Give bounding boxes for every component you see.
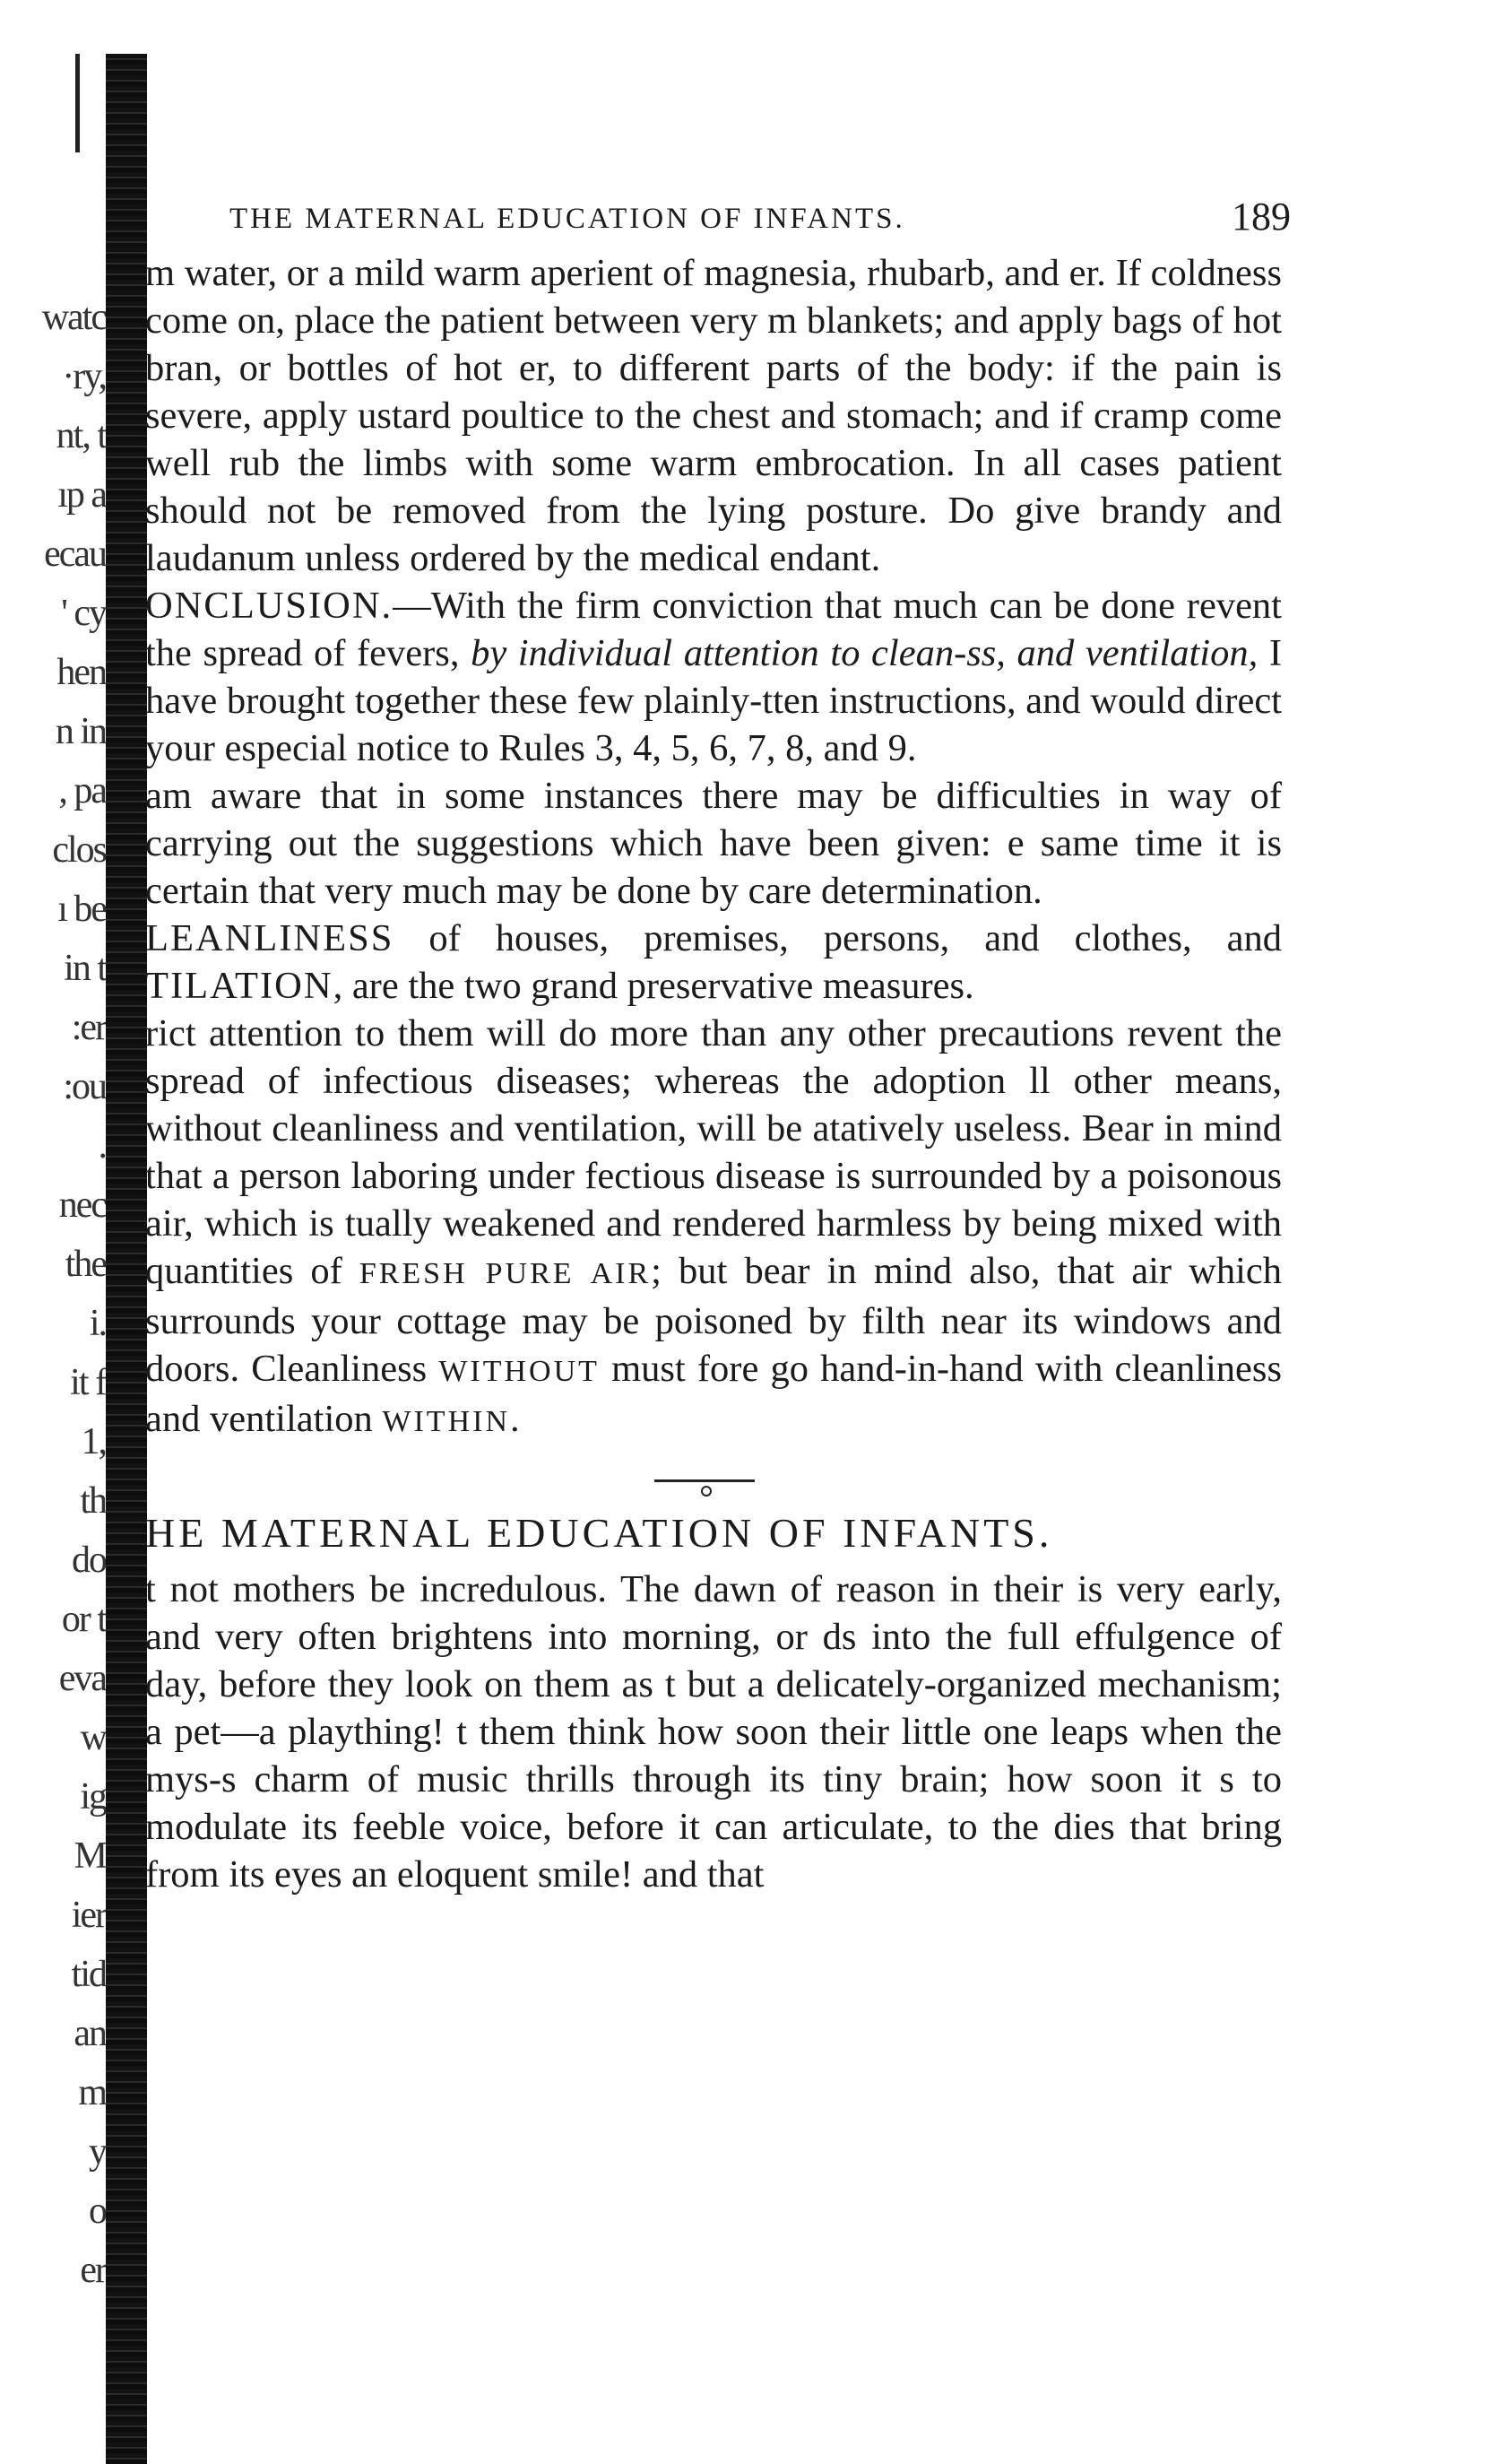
- margin-fragment: nec: [58, 1184, 106, 1226]
- margin-fragment: an: [74, 2013, 106, 2054]
- section-divider-dot: [701, 1486, 712, 1497]
- margin-fragment: ıp a: [57, 474, 106, 516]
- margin-fragment: tid: [71, 1954, 106, 1995]
- margin-fragment: i.: [89, 1303, 106, 1344]
- body-text: [145, 249, 1282, 1898]
- paragraph-cleanliness: [145, 915, 1282, 1010]
- page-number: 189: [1232, 195, 1291, 239]
- margin-fragment: w: [80, 1717, 106, 1758]
- margin-fragment: hen: [56, 652, 106, 693]
- facing-page-fragments: [0, 296, 106, 2376]
- page-content: [145, 187, 1291, 1898]
- attention-text-d: .: [510, 1398, 520, 1440]
- ventilation-caps: TILATION: [145, 965, 333, 1007]
- margin-fragment: er: [80, 2250, 106, 2291]
- margin-fragment: y: [89, 2131, 106, 2173]
- margin-fragment: ig: [80, 1776, 106, 1818]
- conclusion-lead: ONCLUSION.: [145, 585, 394, 627]
- paragraph-conclusion: [145, 582, 1282, 772]
- cleanliness-lead: LEANLINESS: [145, 917, 394, 959]
- margin-fragment: or t: [61, 1599, 106, 1640]
- margin-fragment: 1,: [81, 1421, 106, 1462]
- cleanliness-text-b: , are the two grand preservative measures.: [333, 965, 974, 1007]
- margin-fragment: .: [98, 1125, 106, 1167]
- margin-fragment: ' cy: [61, 593, 106, 634]
- section-heading: HE MATERNAL EDUCATION OF INFANTS.: [145, 1510, 1053, 1556]
- margin-fragment: eva: [58, 1658, 106, 1699]
- margin-fragment: ecau: [44, 534, 106, 575]
- running-title: THE MATERNAL EDUCATION OF INFANTS.: [229, 203, 905, 235]
- margin-fragment: n in: [55, 711, 106, 752]
- margin-fragment: M: [74, 1835, 106, 1877]
- margin-fragment: in t: [64, 948, 106, 989]
- margin-fragment: clos: [52, 829, 106, 871]
- margin-fragment: the: [65, 1244, 106, 1285]
- margin-fragment: th: [80, 1480, 106, 1522]
- margin-fragment: :ou: [63, 1066, 106, 1107]
- paragraph-attention: [145, 1010, 1282, 1445]
- without-caps: WITHOUT: [438, 1355, 600, 1388]
- conclusion-text-b: I have brought together these few plainly-tten instructions, and would direct your especial notice to Rules 3, 4, 5, 6, 7, 8, and 9.: [145, 632, 1282, 769]
- paragraph-difficulties: am aware that in some instances there may be difficulties in way of carrying out the suggestions which have been given: e same time it is certain that very much may be done by care determination.: [145, 775, 1282, 912]
- binding-edge-line: [75, 54, 80, 152]
- paragraph-maternal: t not mothers be incredulous. The dawn of reason in their is very early, and very often brightens into morning, or ds into the full effulgence of day, before they look on them as t but a delicately-organized mechanism; a pet—a plaything! t them think how soon their little one leaps when the mys-s charm of music thrills through its tiny brain; how soon it s to modulate its feeble voice, before it can articulate, to the dies that bring from its eyes an eloquent smile! and that: [145, 1568, 1282, 1896]
- cleanliness-text-a: of houses, premises, persons, and clothes, and: [394, 917, 1282, 959]
- binding-gutter-shadow: [106, 54, 147, 2464]
- attention-text-a: rict attention to them will do more than any other precautions revent the spread of infectious diseases; whereas the adoption ll other means, without cleanliness and ventilation, will be atatively useless. Bear in mind that a person laboring under fectious disease is surrounded by a poisonous air, which is tually weakened and rendered harmless by being mixed with quantities of: [145, 1012, 1282, 1292]
- margin-fragment: m: [78, 2072, 106, 2113]
- margin-fragment: o: [89, 2191, 106, 2232]
- paragraph-treatment: m water, or a mild warm aperient of magnesia, rhubarb, and er. If coldness come on, place the patient between very m blankets; and apply bags of hot bran, or bottles of hot er, to different parts of the body: if the pain is severe, apply ustard poultice to the chest and stomach; and if cramp come well rub the limbs with some warm embrocation. In all cases patient should not be removed from the lying posture. Do give brandy and laudanum unless ordered by the medical endant.: [145, 252, 1282, 579]
- margin-fragment: nt, t: [56, 415, 106, 456]
- conclusion-italic: by individual attention to clean-ss, and ventilation,: [471, 632, 1258, 674]
- conclusion-text-a: —With the firm conviction that much can be done revent the spread of fevers,: [145, 585, 1282, 674]
- margin-fragment: do: [72, 1540, 106, 1581]
- running-head: [145, 187, 1291, 249]
- attention-text-c: must fore go hand-in-hand with cleanliness and ventilation: [145, 1348, 1282, 1440]
- attention-text-b: ; but bear in mind also, that air which surrounds your cottage may be poisoned by filth near its windows and doors. Cleanliness: [145, 1250, 1283, 1390]
- margin-fragment: , pa: [58, 770, 106, 811]
- fresh-pure-air: FRESH PURE AIR: [359, 1257, 652, 1290]
- section-divider-rule: [654, 1479, 755, 1482]
- margin-fragment: ·ry,: [62, 356, 106, 397]
- margin-fragment: watc: [41, 297, 106, 338]
- margin-fragment: ier: [71, 1895, 106, 1936]
- margin-fragment: :er: [71, 1007, 106, 1048]
- margin-fragment: it f: [70, 1362, 106, 1403]
- within-caps: WITHIN: [382, 1405, 511, 1438]
- margin-fragment: ı be: [57, 889, 106, 930]
